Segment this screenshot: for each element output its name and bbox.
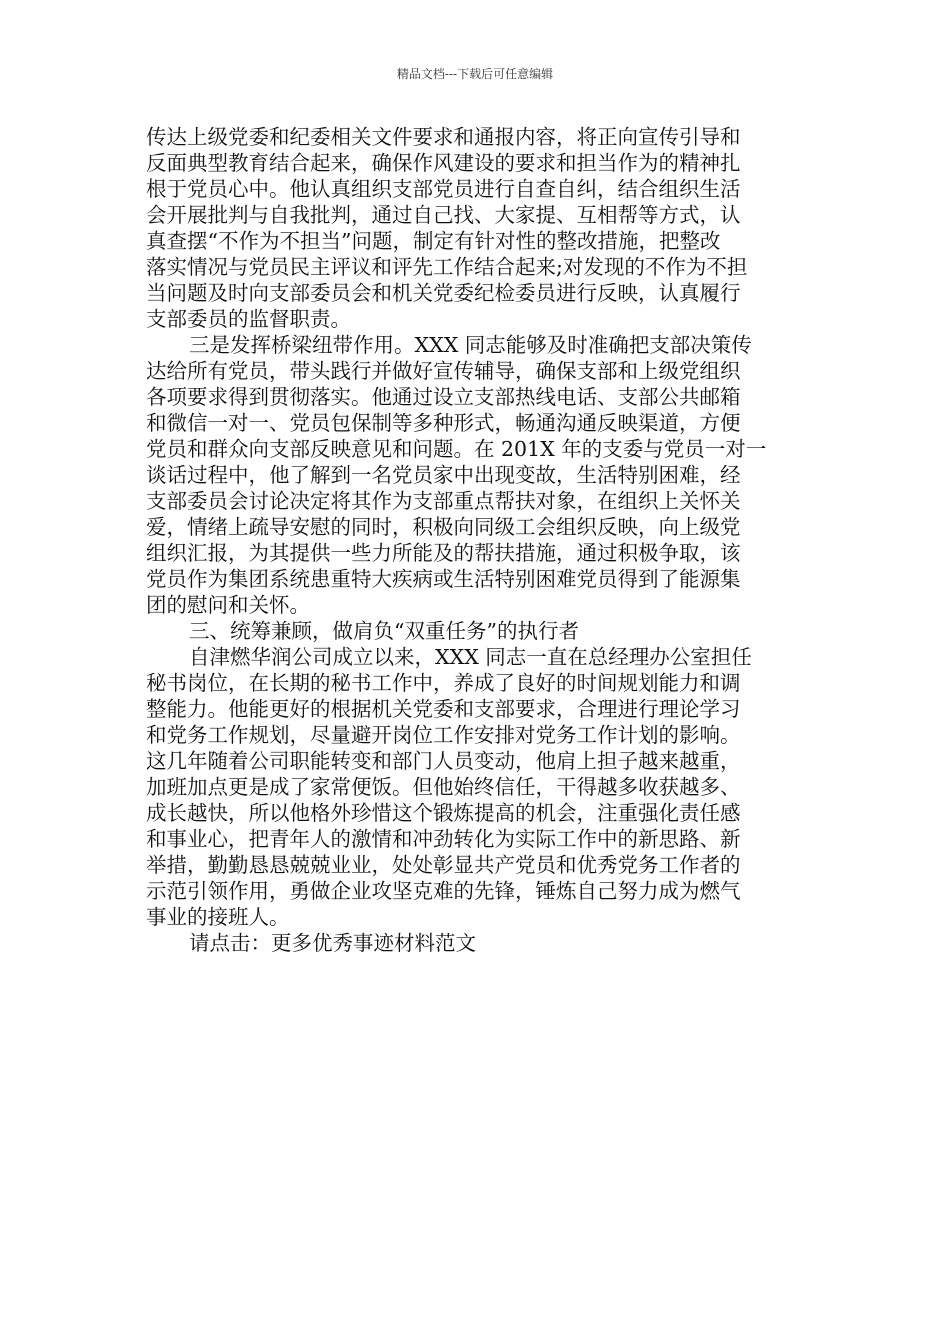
text-line: 传达上级党委和纪委相关文件要求和通报内容，将正向宣传引导和 <box>146 125 741 149</box>
text-line: 反面典型教育结合起来，确保作风建设的要求和担当作为的精神扎 <box>146 151 741 175</box>
text-line: 支部委员的监督职责。 <box>146 307 351 331</box>
text-line: 成长越快，所以他格外珍惜这个锻炼提高的机会，注重强化责任感 <box>146 801 741 825</box>
text-line: 谈话过程中，他了解到一名党员家中出现变故，生活特别困难，经 <box>146 463 741 487</box>
text-line: 党员作为集团系统患重特大疾病或生活特别困难党员得到了能源集 <box>146 567 741 591</box>
text-line: 和微信一对一、党员包保制等多种形式，畅通沟通反映渠道，方便 <box>146 411 741 435</box>
text-line: 爱，情绪上疏导安慰的同时，积极向同级工会组织反映，向上级党 <box>146 515 741 539</box>
text-line: 会开展批判与自我批判，通过自己找、大家提、互相帮等方式，认 <box>146 203 741 227</box>
text-line: 和党务工作规划，尽量避开岗位工作安排对党务工作计划的影响。 <box>146 723 741 747</box>
text-line: 秘书岗位，在长期的秘书工作中，养成了良好的时间规划能力和调 <box>146 671 741 695</box>
text-line: 三是发挥桥梁纽带作用。XXX 同志能够及时准确把支部决策传 <box>189 333 752 357</box>
text-line: 团的慰问和关怀。 <box>146 593 310 617</box>
text-line: 事业的接班人。 <box>146 905 290 929</box>
more-materials-link[interactable]: 请点击：更多优秀事迹材料范文 <box>189 931 476 955</box>
text-line: 落实情况与党员民主评议和评先工作结合起来;对发现的不作为不担 <box>146 255 748 279</box>
text-line: 各项要求得到贯彻落实。他通过设立支部热线电话、支部公共邮箱 <box>146 385 741 409</box>
text-line: 举措，勤勤恳恳兢兢业业，处处彰显共产党员和优秀党务工作者的 <box>146 853 741 877</box>
text-line: 示范引领作用，勇做企业攻坚克难的先锋，锤炼自己努力成为燃气 <box>146 879 741 903</box>
text-line: 根于党员心中。他认真组织支部党员进行自查自纠，结合组织生活 <box>146 177 741 201</box>
text-line: 这几年随着公司职能转变和部门人员变动，他肩上担子越来越重， <box>146 749 741 773</box>
text-line: 当问题及时向支部委员会和机关党委纪检委员进行反映，认真履行 <box>146 281 741 305</box>
text-line: 组织汇报，为其提供一些力所能及的帮扶措施，通过积极争取，该 <box>146 541 741 565</box>
text-line: 和事业心，把青年人的激情和冲劲转化为实际工作中的新思路、新 <box>146 827 741 851</box>
text-line: 加班加点更是成了家常便饭。但他始终信任，干得越多收获越多、 <box>146 775 741 799</box>
text-line: 整能力。他能更好的根据机关党委和支部要求，合理进行理论学习 <box>146 697 741 721</box>
document-body <box>146 124 812 956</box>
text-line: 真查摆“不作为不担当”问题，制定有针对性的整改措施，把整改 <box>146 229 721 253</box>
text-line: 达给所有党员，带头践行并做好宣传辅导，确保支部和上级党组织 <box>146 359 741 383</box>
text-line: 支部委员会讨论决定将其作为支部重点帮扶对象，在组织上关怀关 <box>146 489 741 513</box>
text-line: 三、统筹兼顾，做肩负“双重任务”的执行者 <box>189 619 579 643</box>
text-line: 自津燃华润公司成立以来，XXX 同志一直在总经理办公室担任 <box>189 645 752 669</box>
page-header: 精品文档---下载后可任意编辑 <box>396 67 554 81</box>
text-line: 党员和群众向支部反映意见和问题。在 201X 年的支委与党员一对一 <box>146 437 767 461</box>
